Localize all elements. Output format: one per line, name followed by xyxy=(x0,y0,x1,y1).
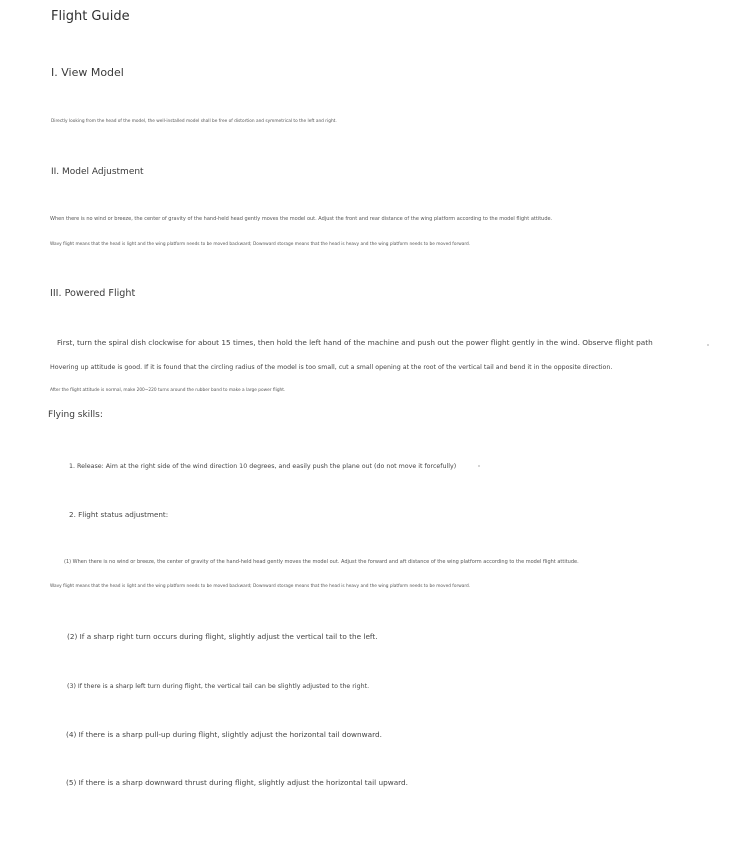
skills-item-1: (1) When there is no wind or breeze, the center of gravity of the hand-held head gently moves the model out. Adjust the forward and aft distance of the wing platform according to the model flight attitude. xyxy=(64,559,579,565)
skills-item-5: (5) If there is a sharp downward thrust during flight, slightly adjust the horizontal tail upward. xyxy=(66,778,409,787)
section-heading-view-model: I. View Model xyxy=(51,66,124,79)
stray-dot xyxy=(707,344,709,346)
powered-flight-line-2: Hovering up attitude is good. If it is found that the circling radius of the model is too small, cut a small opening at the root of the vertical tail and bend it in the opposite direction. xyxy=(50,364,613,371)
stray-dot xyxy=(478,465,480,467)
skills-item-4: (4) If there is a sharp pull-up during flight, slightly adjust the horizontal tail downward. xyxy=(66,730,382,739)
model-adjustment-line-2: Wavy flight means that the head is light and the wing platform needs to be moved backward; Downward storage means that the head is heavy and the wing platform needs to be moved forward. xyxy=(50,242,471,247)
view-model-text: Directly looking from the head of the model, the well-installed model shall be free of distortion and symmetrical to the left and right. xyxy=(51,119,337,124)
skills-item-1-note: Wavy flight means that the head is light and the wing platform needs to be moved backward; Downward storage means that the head is heavy and the wing platform needs to be moved forward. xyxy=(50,584,471,589)
flying-skills-heading: Flying skills: xyxy=(48,410,103,420)
powered-flight-line-1: First, turn the spiral dish clockwise for about 15 times, then hold the left hand of the machine and push out the power flight gently in the wind. Observe flight path xyxy=(57,338,653,347)
powered-flight-line-3: After the flight attitude is normal, make 200~220 turns around the rubber band to make a large power flight. xyxy=(50,388,286,393)
section-heading-powered-flight: III. Powered Flight xyxy=(50,288,136,299)
model-adjustment-line-1: When there is no wind or breeze, the center of gravity of the hand-held head gently moves the model out. Adjust the front and rear distance of the wing platform according to the model flight attitude. xyxy=(50,216,553,222)
skills-status-heading: 2. Flight status adjustment: xyxy=(69,510,169,519)
section-heading-model-adjustment: II. Model Adjustment xyxy=(51,167,144,177)
page-title: Flight Guide xyxy=(51,9,130,24)
skills-release: 1. Release: Aim at the right side of the wind direction 10 degrees, and easily push the plane out (do not move it forcefully) xyxy=(69,463,457,470)
skills-item-2: (2) If a sharp right turn occurs during flight, slightly adjust the vertical tail to the left. xyxy=(67,632,378,641)
skills-item-3: (3) If there is a sharp left turn during flight, the vertical tail can be slightly adjusted to the right. xyxy=(67,683,370,690)
